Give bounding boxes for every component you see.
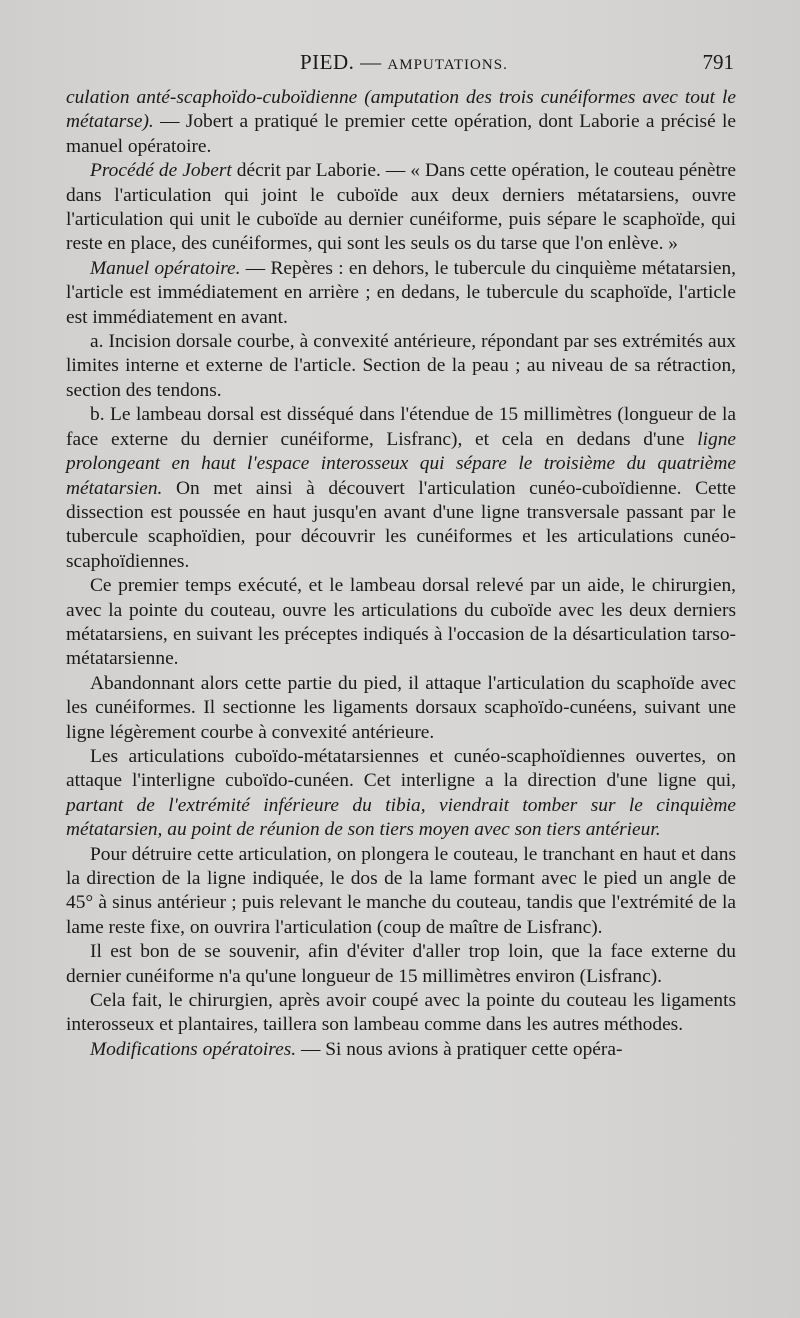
text-run: Les articulations cuboïdo-métatarsiennes et cunéo-scaphoïdiennes ouvertes, on attaque l'interligne cuboïdo-cunéen. Cet interligne a la direction d'une ligne qui, [66, 745, 736, 792]
text-run: — Repères : en dehors, le tubercule du cinquième métatarsien, l'article est immédiatement en arrière ; en dedans, le tubercule du scaphoïde, l'article est immédiatement en avant. [66, 257, 736, 328]
text-run: Abandonnant alors cette partie du pied, il attaque l'articulation du scaphoïde avec les cunéiformes. Il sectionne les ligaments dorsaux scaphoïdo-cunéens, suivant une ligne légèrement courbe à convexité antérieure. [66, 672, 736, 743]
running-header [60, 50, 740, 76]
paragraph [66, 86, 736, 159]
running-title-main: PIED. [300, 50, 355, 74]
running-title [300, 50, 508, 75]
paragraph [66, 1038, 736, 1062]
paragraph [66, 843, 736, 941]
italic-text: Manuel opératoire. [90, 257, 241, 279]
text-run: a. Incision dorsale courbe, à convexité antérieure, répondant par ses extrémités aux limites interne et externe de l'article. Section de la peau ; au niveau de sa rétraction, section des tendons. [66, 331, 736, 401]
italic-text: Procédé de Jobert [90, 160, 232, 182]
body-text [66, 86, 736, 1062]
paragraph [66, 403, 736, 574]
running-title-sub: AMPUTATIONS. [387, 57, 508, 73]
paragraph [66, 257, 736, 330]
paragraph [66, 672, 736, 745]
paragraph [66, 574, 736, 672]
paragraph [66, 330, 736, 403]
page-number: 791 [702, 50, 734, 74]
italic-text: partant de l'extrémité inférieure du tibia, viendrait tomber sur le cinquième métatarsien, au point de réunion de son tiers moyen avec son tiers antérieur. [66, 794, 736, 841]
italic-text: culation anté-scaphoïdo-cuboïdienne (amputation des trois cunéiformes avec tout le métatarse). [66, 87, 736, 133]
text-run: b. Le lambeau dorsal est disséqué dans l'étendue de 15 millimètres (longueur de la face externe du dernier cunéiforme, Lisfranc), et cela en dedans d'une [66, 404, 736, 450]
paragraph [66, 159, 736, 257]
text-run: Il est bon de se souvenir, afin d'éviter d'aller trop loin, que la face externe du dernier cunéiforme n'a qu'une longueur de 15 millimètres environ (Lisfranc). [66, 941, 736, 987]
paragraph [66, 989, 736, 1038]
paragraph [66, 940, 736, 989]
paragraph [66, 745, 736, 843]
text-run: On met ainsi à découvert l'articulation cunéo-cuboïdienne. Cette dissection est poussée en haut jusqu'en avant d'une ligne transversale passant par le tubercule scaphoïdien, pour découvrir les cunéiformes et les articulations cunéo-scaphoïdiennes. [66, 477, 736, 572]
text-run: — Si nous avions à pratiquer cette opéra- [296, 1038, 623, 1060]
italic-text: Modifications opératoires. [90, 1038, 297, 1060]
italic-text: ligne prolongeant en haut l'espace interosseux qui sépare le troisième du quatrième métatarsien. [66, 428, 736, 499]
text-run: Pour détruire cette articulation, on plongera le couteau, le tranchant en haut et dans la direction de la ligne indiquée, le dos de la lame formant avec le pied un angle de 45° à sinus antérieur ; puis relevant le manche du couteau, tandis que l'extrémité de la lame reste fixe, on ouvrira l'articulation (coup de maître de Lisfranc). [66, 843, 736, 938]
running-title-separator: — [360, 50, 382, 74]
text-run: décrit par Laborie. — « Dans cette opération, le couteau pénètre dans l'articulation qui joint le cuboïde aux deux derniers métatarsiens, ouvre l'articulation qui unit le cuboïde au dernier cunéiforme, puis sépare le scaphoïde, qui reste en place, des cunéiformes, qui sont les seuls os du tarse que l'on enlève. » [66, 160, 736, 255]
text-run: Cela fait, le chirurgien, après avoir coupé avec la pointe du couteau les ligaments interosseux et plantaires, taillera son lambeau comme dans les autres méthodes. [66, 990, 736, 1036]
text-run: — Jobert a pratiqué le premier cette opération, dont Laborie a précisé le manuel opératoire. [66, 111, 736, 157]
text-run: Ce premier temps exécuté, et le lambeau dorsal relevé par un aide, le chirurgien, avec la pointe du couteau, ouvre les articulations du cuboïde avec les deux derniers métatarsiens, en suivant les préceptes indiqués à l'occasion de la désarticulation tarso-métatarsienne. [66, 575, 736, 670]
